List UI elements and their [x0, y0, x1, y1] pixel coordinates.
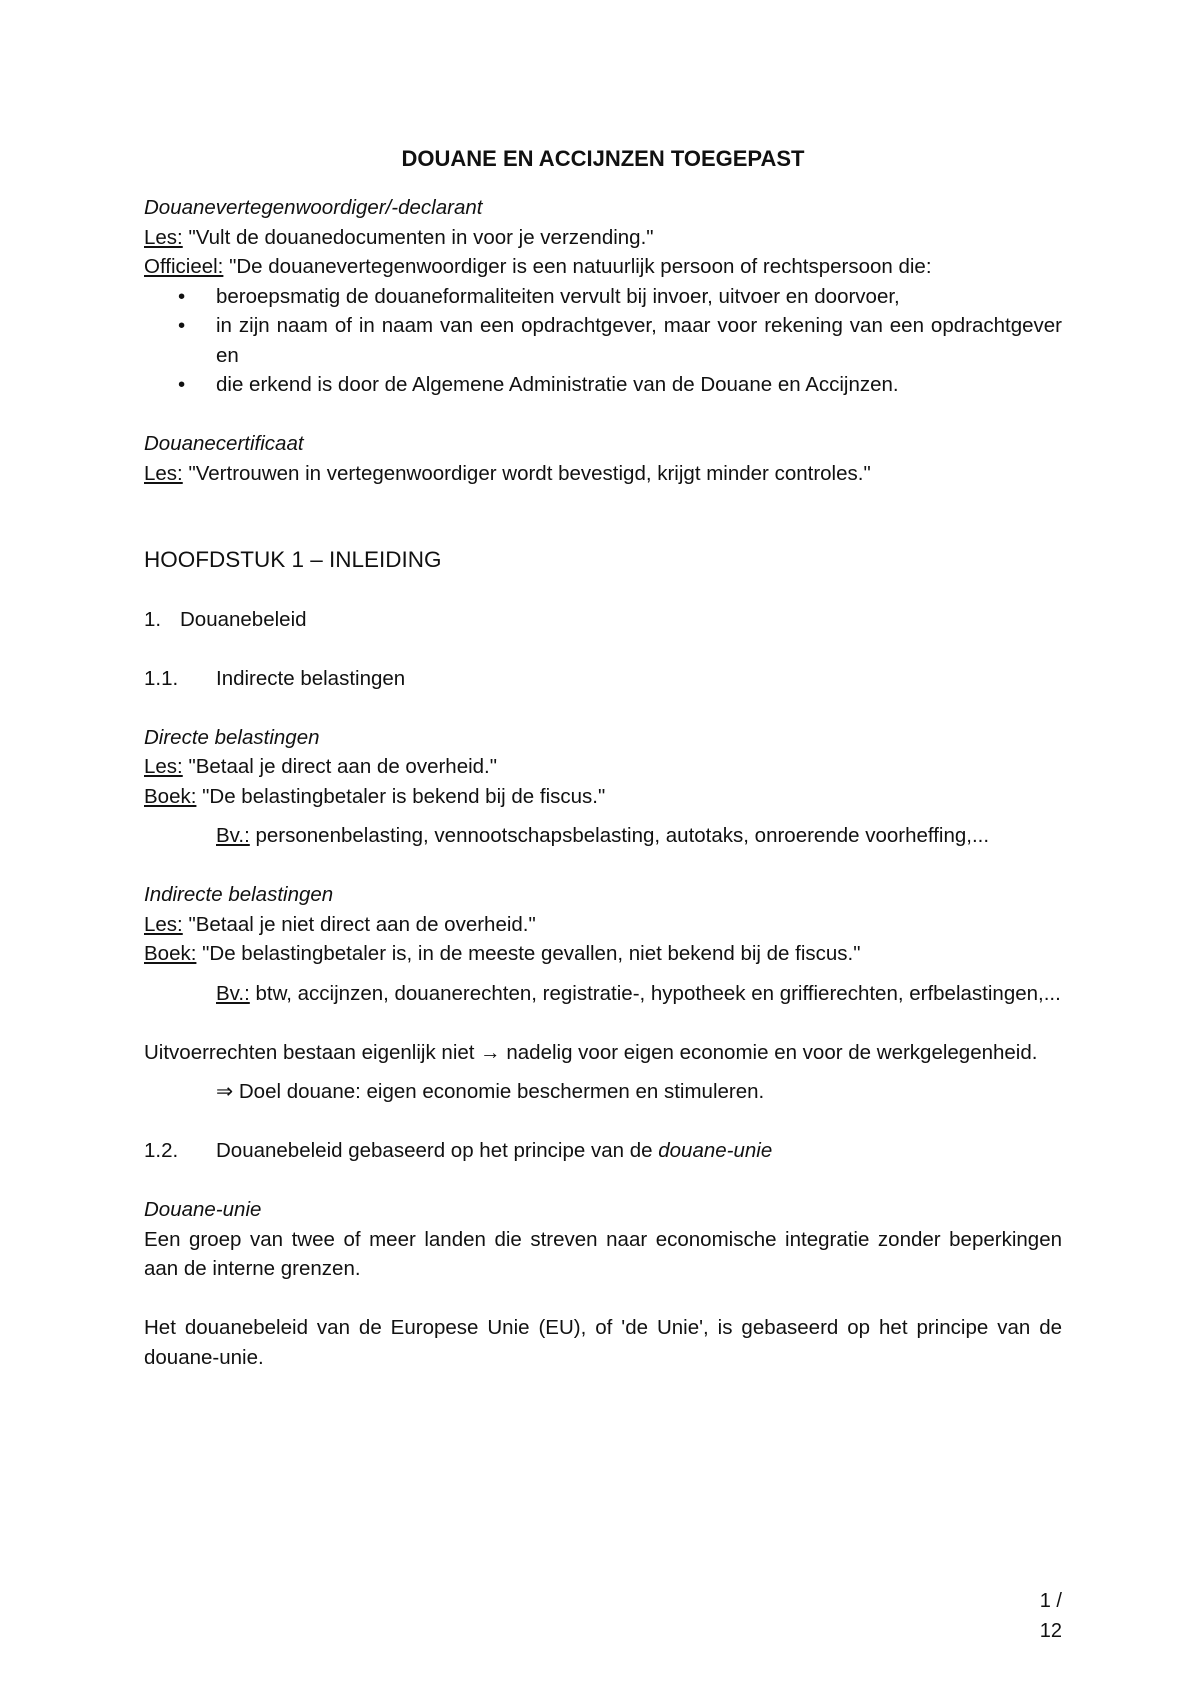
list-item: [144, 311, 1062, 370]
spacer: [144, 488, 1062, 545]
list-item-text: die erkend is door de Algemene Administratie van de Douane en Accijnzen.: [216, 373, 899, 396]
label-les: Les:: [144, 225, 183, 249]
spacer: [144, 851, 1062, 881]
heading-text-italic: douane-unie: [658, 1139, 773, 1162]
direct-example-line: [144, 821, 1062, 851]
list-item-text: beroepsmatig de douaneformaliteiten vervult bij invoer, uitvoer en doorvoer,: [216, 284, 900, 308]
indirect-example-text: btw, accijnzen, douanerechten, registratie-, hypotheek en griffierechten, erfbelastingen,...: [249, 981, 1061, 1005]
heading-text-regular: Douanebeleid gebaseerd op het principe van de: [216, 1139, 659, 1162]
page-content: [144, 145, 1062, 1372]
label-les: Les:: [144, 461, 183, 485]
spacer: [144, 1284, 1062, 1314]
rep-official-text: "De douanevertegenwoordiger is een natuurlijk persoon of rechtspersoon die:: [223, 255, 932, 278]
heading-customs-union: Douane-unie: [144, 1198, 262, 1221]
bullet-icon: •: [178, 373, 186, 396]
indirect-les-text: "Betaal je niet direct aan de overheid.": [182, 912, 536, 936]
label-les: Les:: [144, 912, 183, 936]
indirect-les-line: [144, 910, 1062, 940]
direct-les-line: [144, 752, 1062, 782]
heading-text: Douanebeleid: [180, 607, 307, 631]
rep-les-text: "Vult de douanedocumenten in voor je verzending.": [182, 225, 654, 249]
rep-official-line: [144, 252, 1062, 282]
customs-goal-line: ⇒ Doel douane: eigen economie beschermen en stimuleren.: [216, 1080, 765, 1103]
cert-les-line: [144, 459, 1062, 489]
heading-direct-taxes: Directe belastingen: [144, 725, 320, 749]
export-duties-paragraph: [144, 1038, 1062, 1068]
cert-les-text: "Vertrouwen in vertegenwoordiger wordt bevestigd, krijgt minder controles.": [182, 461, 871, 485]
list-item: [144, 282, 1062, 312]
bullet-icon: •: [178, 314, 186, 337]
rep-les-line: [144, 223, 1062, 253]
export-text-before: Uitvoerrechten bestaan eigenlijk niet: [144, 1040, 481, 1064]
label-bv: Bv.:: [216, 981, 250, 1005]
list-item: [144, 370, 1062, 400]
heading-number: 1.1.: [144, 666, 179, 690]
customs-union-definition: Een groep van twee of meer landen die streven naar economische integratie zonder beperkingen aan de interne grenzen.: [144, 1227, 1062, 1280]
direct-les-text: "Betaal je direct aan de overheid.": [182, 755, 498, 778]
direct-boek-line: [144, 782, 1062, 812]
spacer: [144, 693, 1062, 723]
page-number: 1 / 12: [1039, 1590, 1062, 1642]
direct-example-text: personenbelasting, vennootschapsbelasting, autotaks, onroerende voorheffing,...: [249, 824, 990, 847]
heading-indirect-taxes: Indirecte belastingen: [144, 883, 334, 906]
heading-1-1: [144, 664, 1062, 694]
arrow-right-icon: →: [480, 1040, 501, 1064]
chapter-heading: HOOFDSTUK 1 – INLEIDING: [144, 547, 442, 572]
label-bv: Bv.:: [216, 824, 250, 847]
export-text-after: nadelig voor eigen economie en voor de werkgelegenheid.: [500, 1040, 1038, 1064]
label-les: Les:: [144, 755, 183, 778]
heading-number: 1.2.: [144, 1139, 179, 1162]
list-item-text: in zijn naam of in naam van een opdrachtgever, maar voor rekening van een opdrachtgever en: [216, 314, 1062, 367]
label-boek: Boek:: [144, 784, 197, 808]
heading-1-2: [144, 1136, 1062, 1166]
indirect-boek-line: [144, 939, 1062, 969]
spacer: [144, 1166, 1062, 1196]
spacer: [144, 634, 1062, 664]
eu-customs-policy-paragraph: Het douanebeleid van de Europese Unie (EU), of 'de Unie', is gebaseerd op het principe van de douane-unie.: [144, 1316, 1062, 1369]
heading-text: [216, 1136, 772, 1166]
bullet-icon: •: [178, 284, 186, 308]
spacer: [144, 1008, 1062, 1038]
document-title: DOUANE EN ACCIJNZEN TOEGEPAST: [401, 146, 805, 171]
heading-certificate: Douanecertificaat: [144, 432, 304, 455]
heading-representative: Douanevertegenwoordiger/-declarant: [144, 196, 483, 219]
indirect-boek-text: "De belastingbetaler is, in de meeste gevallen, niet bekend bij de fiscus.": [196, 942, 861, 965]
direct-boek-text: "De belastingbetaler is bekend bij de fiscus.": [196, 784, 606, 808]
label-boek: Boek:: [144, 942, 197, 965]
spacer: [144, 1107, 1062, 1137]
label-official: Officieel:: [144, 255, 224, 278]
spacer: [144, 575, 1062, 605]
spacer: [144, 400, 1062, 430]
rep-bullet-list: [144, 282, 1062, 400]
heading-number: 1.: [144, 607, 162, 631]
indirect-example-line: [144, 979, 1062, 1009]
heading-1: [144, 605, 1062, 635]
heading-text: Indirecte belastingen: [216, 666, 406, 690]
